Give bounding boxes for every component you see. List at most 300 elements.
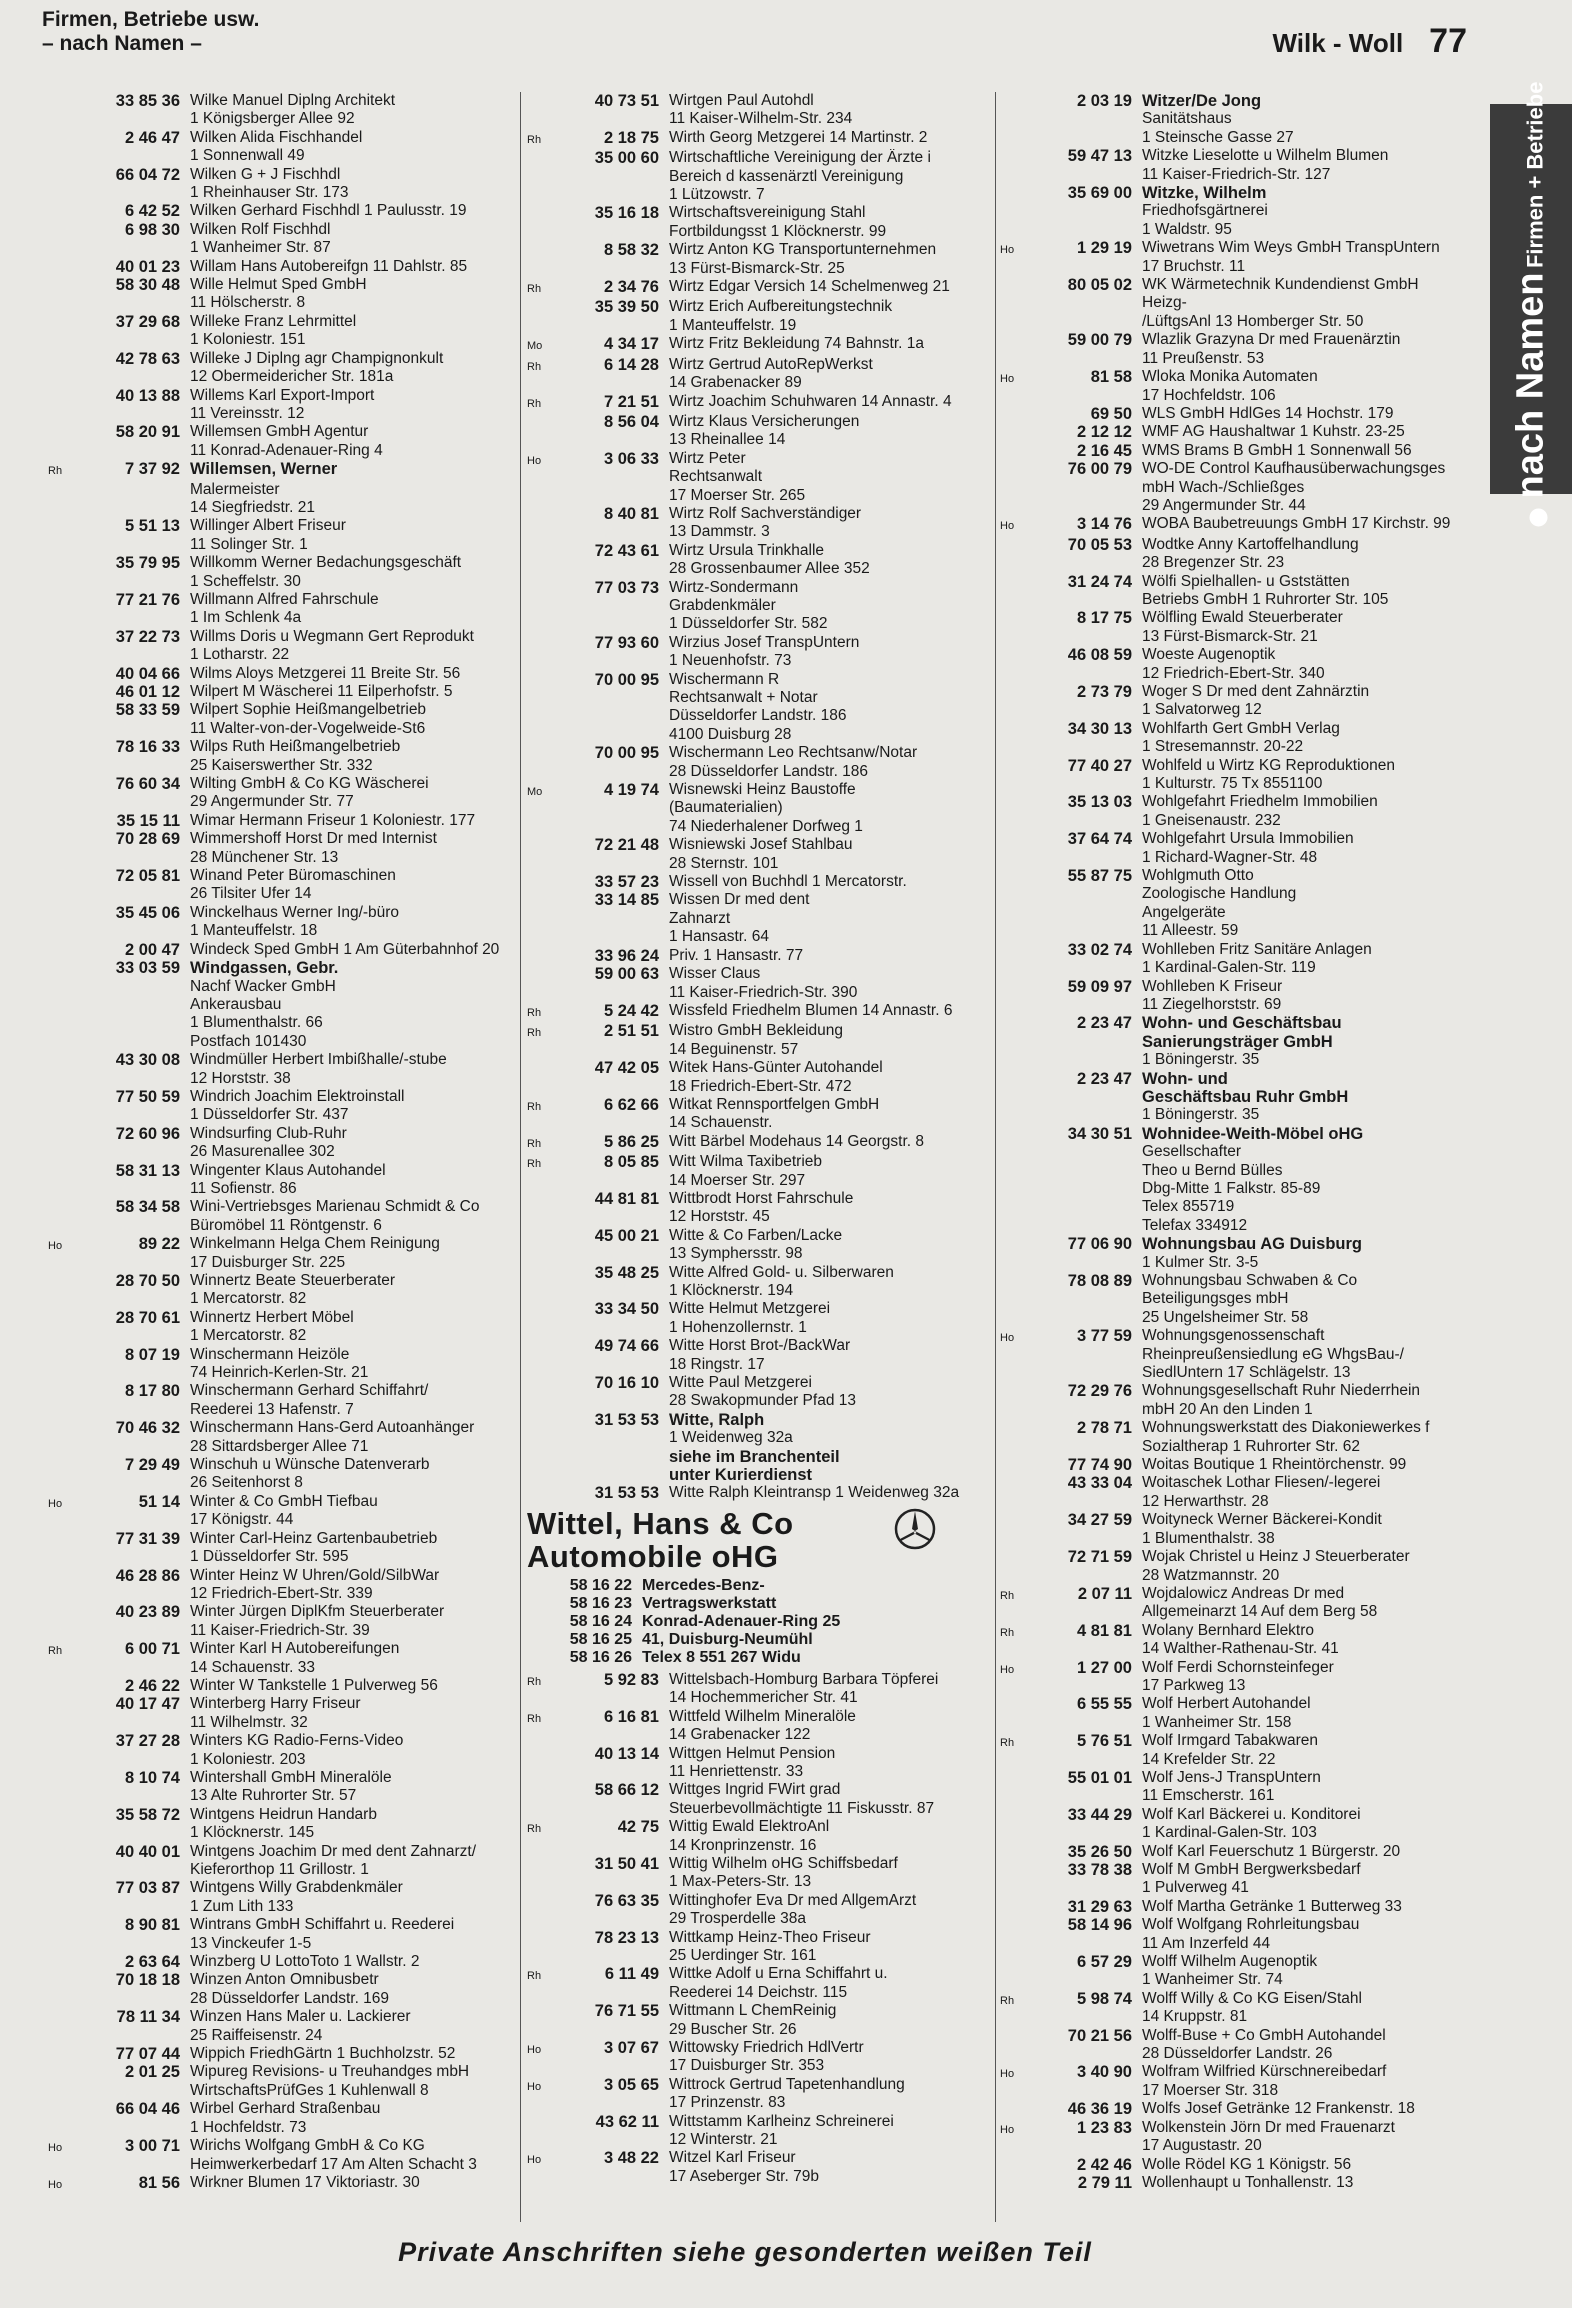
listing-entry xyxy=(48,775,508,812)
listing-text: Sanitätshaus 1 Steinsche Gasse 27 xyxy=(1142,110,1294,146)
district-code xyxy=(1000,1511,1022,1513)
listing-text: Wisser Claus 11 Kaiser-Friedrich-Str. 390 xyxy=(669,965,858,1001)
district-code xyxy=(1000,1051,1022,1053)
district-code xyxy=(48,276,70,278)
listing-entry xyxy=(48,2063,508,2100)
listing-entry xyxy=(1000,1070,1460,1107)
phone-number: 51 14 xyxy=(138,1492,180,1511)
district-code xyxy=(527,1227,549,1229)
listing-entry xyxy=(48,978,508,1052)
listing-text: Wölfling Ewald Steuerberater 13 Fürst-Bismarck-Str. 21 xyxy=(1142,609,1343,645)
district-code xyxy=(527,1190,549,1192)
phone-number: 2 46 22 xyxy=(124,1676,180,1695)
district-code: Ho xyxy=(48,2142,63,2155)
listing-entry xyxy=(1000,1143,1460,1235)
phone-number: 46 01 12 xyxy=(115,683,180,701)
listing-entry xyxy=(48,1162,508,1199)
listing-entry xyxy=(1000,830,1460,867)
phone-number: 72 05 81 xyxy=(115,867,180,886)
listing-text: Winkelmann Helga Chem Reinigung 17 Duisburger Str. 225 xyxy=(190,1235,440,1271)
phone-number: 28 70 61 xyxy=(115,1308,180,1327)
listing-text: Wilpert M Wäscherei 11 Eilperhofstr. 5 xyxy=(190,683,453,700)
listing-entry xyxy=(48,683,508,701)
listing-entry xyxy=(1000,1548,1460,1585)
listing-text: Wolf Wolfgang Rohrleitungsbau 11 Am Inzerfeld 44 xyxy=(1142,1916,1360,1952)
phone-number: 40 40 01 xyxy=(115,1842,180,1861)
phone-number: 37 29 68 xyxy=(115,312,180,331)
district-code xyxy=(527,1448,549,1450)
district-code: Ho xyxy=(1000,520,1015,533)
phone-number: 76 60 34 xyxy=(115,775,180,794)
phone-number: 2 79 11 xyxy=(1077,2173,1132,2192)
listing-text: Wimmershoff Horst Dr med Internist 28 Münchener Str. 13 xyxy=(190,830,437,866)
district-code: Ho xyxy=(1000,2123,1015,2136)
district-code xyxy=(48,350,70,352)
listing-text: Wisniewski Josef Stahlbau 28 Sternstr. 101 xyxy=(669,836,853,872)
listing-entry xyxy=(1000,331,1460,368)
listing-text: Woeste Augenoptik 12 Friedrich-Ebert-Str. 340 xyxy=(1142,646,1325,682)
listing-text: Windeck Sped GmbH 1 Am Güterbahnhof 20 xyxy=(190,940,500,958)
phone-number: 6 42 52 xyxy=(124,202,180,221)
district-code xyxy=(1000,1143,1022,1145)
listing-text: Wiwetrans Wim Weys GmbH TranspUntern 17 Bruchstr. 11 xyxy=(1142,239,1440,275)
listing-text: Willkomm Werner Bedachungsgeschäft 1 Scheffelstr. 30 xyxy=(190,554,462,590)
listing-text: Wipureg Revisions- u Treuhandges mbH WirtschaftsPrüfGes 1 Kuhlenwall 8 xyxy=(190,2063,470,2099)
listing-text: Wirtz Joachim Schuhwaren 14 Annastr. 4 xyxy=(669,392,952,410)
listing-entry xyxy=(1000,92,1460,110)
district-code xyxy=(48,812,70,814)
listing-text: Wistro GmbH Bekleidung 14 Beguinenstr. 57 xyxy=(669,1022,844,1058)
listing-entry xyxy=(1000,202,1460,239)
listing-entry xyxy=(48,1695,508,1732)
phone-number: 5 51 13 xyxy=(124,517,180,536)
listing-text: Wittges Ingrid FWirt grad Steuerbevollmächtigte 11 Fiskusstr. 87 xyxy=(669,1781,935,1817)
phone-number: 35 16 18 xyxy=(594,204,659,223)
district-code: Rh xyxy=(527,1675,542,1688)
phone-number: 40 04 66 xyxy=(115,664,180,683)
district-code xyxy=(527,1411,549,1413)
district-code xyxy=(1000,423,1022,425)
column-divider xyxy=(520,92,521,2222)
phone-number: 49 74 66 xyxy=(594,1337,659,1356)
phone-number: 43 30 08 xyxy=(115,1051,180,1070)
listing-entry xyxy=(1000,368,1460,405)
district-code xyxy=(48,1088,70,1090)
phone-number: 72 71 59 xyxy=(1067,1548,1132,1567)
district-code: Ho xyxy=(1000,2068,1015,2081)
district-code xyxy=(48,1916,70,1918)
phone-number: 8 17 80 xyxy=(124,1382,180,1401)
listing-text: Wintershall GmbH Mineralöle 13 Alte Ruhrorter Str. 57 xyxy=(190,1768,392,1805)
district-code xyxy=(48,867,70,869)
phone-number: 37 64 74 xyxy=(1067,830,1132,849)
listing-entry xyxy=(1000,442,1460,460)
district-code xyxy=(1000,1254,1022,1256)
phone-number: 2 00 47 xyxy=(124,940,180,959)
listing-text: Wlazlik Grazyna Dr med Frauenärztin 11 Preußenstr. 53 xyxy=(1142,331,1401,367)
listing-entry xyxy=(527,965,987,1002)
phone-number: 2 23 47 xyxy=(1076,1014,1132,1033)
listing-text: Woger S Dr med dent Zahnärztin 1 Salvatorweg 12 xyxy=(1142,683,1370,719)
listing-entry xyxy=(1000,1051,1460,1069)
district-code: Rh xyxy=(48,1645,63,1658)
listing-text: Wohnungsbau Schwaben & Co Beteiligungsges mbH 25 Ungelsheimer Str. 58 xyxy=(1142,1272,1358,1326)
district-code xyxy=(48,481,70,483)
phone-number: 69 50 xyxy=(1090,404,1132,423)
listing-entry xyxy=(48,1769,508,1806)
district-code xyxy=(48,92,70,94)
listing-entry xyxy=(527,1133,987,1153)
phone-number: 59 47 13 xyxy=(1067,147,1132,166)
listing-entry xyxy=(48,221,508,258)
listing-text: Wintgens Willy Grabdenkmäler 1 Zum Lith 133 xyxy=(190,1879,403,1915)
phone-number: 78 23 13 xyxy=(594,1928,659,1947)
listing-text: Wohnungsgenossenschaft Rheinpreußensiedlung eG WhgsBau-/ SiedlUntern 17 Schlägelstr. 13 xyxy=(1142,1327,1404,1382)
listing-text: Wirth Georg Metzgerei 14 Martinstr. 2 xyxy=(669,128,928,146)
listing-text: Wittstamm Karlheinz Schreinerei 12 Winterstr. 21 xyxy=(669,2112,894,2149)
listing-entry xyxy=(527,356,987,393)
phone-number: 31 29 63 xyxy=(1067,1897,1132,1916)
listing-text: Wimar Hermann Friseur 1 Koloniestr. 177 xyxy=(190,811,476,829)
listing-entry xyxy=(1000,276,1460,331)
listing-text: Wirtschaftliche Vereinigung der Ärzte i Bereich d kassenärztl Vereinigung 1 Lützowstr. 7 xyxy=(669,149,931,204)
listing-entry xyxy=(48,1677,508,1695)
phone-number: 6 16 81 xyxy=(603,1707,659,1726)
name-range: Wilk - Woll xyxy=(1272,28,1404,58)
listing-entry xyxy=(48,2137,508,2174)
listing-text: WK Wärmetechnik Kundendienst GmbH Heizg- /LüftgsAnl 13 Homberger Str. 50 xyxy=(1142,276,1419,330)
district-code xyxy=(527,1059,549,1061)
listing-entry xyxy=(527,1429,987,1447)
listing-entry xyxy=(1000,1990,1460,2027)
listing-text: Wilting GmbH & Co KG Wäscherei 29 Angermunder Str. 77 xyxy=(190,775,429,811)
phone-number: 5 92 83 xyxy=(603,1670,659,1689)
listing-text: Wolf Irmgard Tabakwaren 14 Krefelder Str. 22 xyxy=(1142,1732,1319,1768)
district-code xyxy=(48,1677,70,1679)
phone-number: 77 07 44 xyxy=(115,2045,180,2064)
district-code: Ho xyxy=(1000,373,1015,386)
listing-text: Wilpert Sophie Heißmangelbetrieb 11 Walter-von-der-Vogelweide-St6 xyxy=(190,701,427,737)
listing-entry xyxy=(527,1745,987,1782)
listing-entry xyxy=(48,1346,508,1383)
district-code: Rh xyxy=(527,1970,542,1983)
district-code xyxy=(48,1603,70,1605)
listing-text: 1 Böningerstr. 35 xyxy=(1142,1106,1260,1124)
listing-entry xyxy=(1000,1732,1460,1769)
listing-entry xyxy=(48,1235,508,1272)
listing-entry xyxy=(48,1493,508,1530)
district-code: Ho xyxy=(48,1240,63,1253)
listing-text: Willam Hans Autobereifgn 11 Dahlstr. 85 xyxy=(190,257,468,275)
district-code xyxy=(48,665,70,667)
phone-number: 33 34 50 xyxy=(594,1300,659,1319)
listing-text: Wirtz Anton KG Transportunternehmen 13 Fürst-Bismarck-Str. 25 xyxy=(669,241,937,277)
listing-entry xyxy=(527,1484,987,1502)
listing-entry xyxy=(48,701,508,738)
district-code xyxy=(48,1843,70,1845)
listing-text: Wittkamp Heinz-Theo Friseur 25 Uerdinger Str. 161 xyxy=(669,1928,871,1964)
listing-text: Wolff Willy & Co KG Eisen/Stahl 14 Kruppstr. 81 xyxy=(1142,1989,1362,2026)
district-code xyxy=(1000,2027,1022,2029)
phone-number: 47 42 05 xyxy=(594,1059,659,1078)
phone-number: 3 40 90 xyxy=(1076,2063,1132,2082)
district-code xyxy=(1000,1474,1022,1476)
district-code xyxy=(48,2008,70,2010)
listing-entry xyxy=(527,1022,987,1059)
district-code xyxy=(1000,573,1022,575)
listing-text: Windmüller Herbert Imbißhalle/-stube 12 Horststr. 38 xyxy=(190,1051,447,1087)
listing-text: Wittgen Helmut Pension 11 Henriettenstr. 33 xyxy=(669,1744,836,1780)
listing-text: Winter Jürgen DiplKfm Steuerberater 11 Kaiser-Friedrich-Str. 39 xyxy=(190,1603,445,1639)
phone-number: 55 87 75 xyxy=(1067,867,1132,886)
listing-text: WMF AG Haushaltwar 1 Kuhstr. 23-25 xyxy=(1142,423,1405,441)
phone-number: 72 43 61 xyxy=(594,541,659,560)
listing-text: Wohlleben K Friseur 11 Ziegelhorststr. 69 xyxy=(1142,977,1283,1013)
district-code xyxy=(48,1695,70,1697)
listing-entry xyxy=(48,1879,508,1916)
phone-number: 7 37 92 xyxy=(124,460,180,479)
listing-entry xyxy=(527,2076,987,2113)
phone-number: 2 73 79 xyxy=(1076,683,1132,701)
phone-number: 8 58 32 xyxy=(603,241,659,260)
listing-text: Woitas Boutique 1 Rheintörchenstr. 99 xyxy=(1142,1456,1407,1474)
district-code xyxy=(48,1125,70,1127)
listing-entry xyxy=(1000,941,1460,978)
listing-entry xyxy=(48,92,508,129)
listing-text: Wolfs Josef Getränke 12 Frankenstr. 18 xyxy=(1142,2100,1415,2118)
listing-entry xyxy=(48,591,508,628)
listing-text: Winterberg Harry Friseur 11 Wilhelmstr. 32 xyxy=(190,1695,361,1731)
phone-number: 8 56 04 xyxy=(603,412,659,431)
phone-number: 72 21 48 xyxy=(594,836,659,855)
district-code: Ho xyxy=(527,2044,542,2056)
listing-entry xyxy=(1000,1585,1460,1622)
listing-text: Wirichs Wolfgang GmbH & Co KG Heimwerkerbedarf 17 Am Alten Schacht 3 xyxy=(190,2137,477,2173)
listing-entry xyxy=(1000,2027,1460,2064)
phone-number: 70 16 10 xyxy=(594,1374,659,1393)
district-code xyxy=(48,2063,70,2065)
district-code xyxy=(48,166,70,168)
district-code xyxy=(1000,1070,1022,1072)
phone-number: 2 23 47 xyxy=(1076,1069,1132,1088)
listing-entry xyxy=(48,350,508,387)
phone-number: 33 57 23 xyxy=(594,873,659,892)
listing-text: Wissfeld Friedhelm Blumen 14 Annastr. 6 xyxy=(669,1001,953,1019)
listing-text: Friedhofsgärtnerei 1 Waldstr. 95 xyxy=(1142,202,1268,238)
phone-number: 55 01 01 xyxy=(1067,1768,1132,1787)
phone-number: 33 02 74 xyxy=(1067,940,1132,959)
listing-text: Wingenter Klaus Autohandel 11 Sofienstr. 86 xyxy=(190,1161,386,1197)
district-code xyxy=(527,873,549,875)
listing-text: Willemsen, Werner xyxy=(190,460,338,479)
listing-text: Witzer/De Jong xyxy=(1142,92,1262,110)
phone-number: 40 13 14 xyxy=(594,1744,659,1763)
listing-entry xyxy=(527,947,987,965)
listing-entry xyxy=(527,413,987,450)
listing-text: Winter W Tankstelle 1 Pulverweg 56 xyxy=(190,1676,438,1694)
listing-entry xyxy=(1000,1916,1460,1953)
listing-entry xyxy=(527,241,987,278)
phone-number: 40 17 47 xyxy=(115,1695,180,1714)
phone-number: 1 29 19 xyxy=(1076,239,1132,258)
listing-text: Wintgens Heidrun Handarb 1 Klöcknerstr. 145 xyxy=(190,1805,377,1842)
phone-number: 35 45 06 xyxy=(115,903,180,922)
listing-text: Wirtz Ursula Trinkhalle 28 Grossenbaumer Allee 352 xyxy=(669,541,870,578)
listing-entry xyxy=(48,738,508,775)
listing-text: Wissen Dr med dent Zahnarzt 1 Hansastr. 64 xyxy=(669,891,810,946)
phone-number: 35 79 95 xyxy=(115,554,180,573)
listing-entry xyxy=(527,891,987,946)
district-code xyxy=(1000,405,1022,407)
district-code xyxy=(48,904,70,906)
listing-entry xyxy=(48,1088,508,1125)
listing-text: Wolf Martha Getränke 1 Butterweg 33 xyxy=(1142,1897,1402,1915)
phone-number: 2 42 46 xyxy=(1076,2155,1132,2174)
listing-text: Winnertz Beate Steuerberater 1 Mercatorstr. 82 xyxy=(190,1272,396,1308)
district-code xyxy=(1000,757,1022,759)
listing-text: Wohlgefahrt Ursula Immobilien 1 Richard-Wagner-Str. 48 xyxy=(1142,830,1354,866)
district-code xyxy=(1000,1272,1022,1274)
phone-number: 77 93 60 xyxy=(594,633,659,652)
listing-text: Wischermann Leo Rechtsanw/Notar 28 Düsseldorfer Landstr. 186 xyxy=(669,744,918,780)
listing-text: Wolany Bernhard Elektro 14 Walther-Rathenau-Str. 41 xyxy=(1142,1621,1339,1658)
listing-text: Wini-Vertriebsges Marienau Schmidt & Co Büromöbel 11 Röntgenstr. 6 xyxy=(190,1198,480,1234)
district-code: Mo xyxy=(527,786,543,799)
phone-number: 70 28 69 xyxy=(115,830,180,849)
listing-entry xyxy=(527,1965,987,2002)
phone-number: 77 74 90 xyxy=(1067,1456,1132,1475)
listing-entry xyxy=(527,1337,987,1374)
district-code xyxy=(48,313,70,315)
district-code xyxy=(48,738,70,740)
phone-number: 31 53 53 xyxy=(594,1410,659,1429)
listing-text: Winckelhaus Werner Ing/-büro 1 Manteuffelstr. 18 xyxy=(190,903,400,940)
listing-text: Witte & Co Farben/Lacke 13 Symphersstr. 98 xyxy=(669,1226,843,1263)
listing-text: Winzberg U LottoToto 1 Wallstr. 2 xyxy=(190,1953,420,1971)
listing-text: Nachf Wacker GmbH Ankerausbau 1 Blumenthalstr. 66 Postfach 101430 xyxy=(190,977,336,1050)
district-code xyxy=(48,1198,70,1200)
phone-number: 4 34 17 xyxy=(603,335,659,354)
phone-number: 72 29 76 xyxy=(1067,1382,1132,1401)
listing-entry xyxy=(48,276,508,313)
ad-title-1: Wittel, Hans & Co xyxy=(527,1505,794,1541)
phone-number: 89 22 xyxy=(138,1235,180,1254)
listing-text: 1 Kulmer Str. 3-5 xyxy=(1142,1253,1259,1271)
listing-text: Wolff Wilhelm Augenoptik 1 Wanheimer Str. 74 xyxy=(1142,1953,1318,1989)
listing-text: Gesellschafter Theo u Bernd Bülles Dbg-Mitte 1 Falkstr. 85-89 Telex 855719 Telefax 334912 xyxy=(1142,1143,1321,1234)
listing-text: Winter Carl-Heinz Gartenbaubetrieb 1 Düsseldorfer Str. 595 xyxy=(190,1529,438,1566)
district-code xyxy=(48,423,70,425)
listing-entry xyxy=(527,634,987,671)
phone-number: 77 40 27 xyxy=(1067,756,1132,775)
district-code xyxy=(1000,1125,1022,1127)
district-code xyxy=(527,1745,549,1747)
listing-text: siehe im Branchenteil unter Kurierdienst xyxy=(669,1447,840,1485)
listing-entry xyxy=(48,387,508,424)
phone-number: 59 09 97 xyxy=(1067,977,1132,996)
phone-number: 2 78 71 xyxy=(1076,1419,1132,1438)
district-code xyxy=(48,628,70,630)
phone-number: 43 62 11 xyxy=(595,2112,659,2131)
listing-text: Wollenhaupt u Tonhallenstr. 13 xyxy=(1142,2173,1354,2191)
phone-number: 44 81 81 xyxy=(594,1189,659,1208)
phone-number: 8 10 74 xyxy=(124,1768,180,1787)
district-code: Ho xyxy=(527,2154,542,2167)
phone-number: 6 11 49 xyxy=(604,1965,659,1984)
listing-text: Windrich Joachim Elektroinstall 1 Düsseldorfer Str. 437 xyxy=(190,1087,405,1124)
district-code xyxy=(48,591,70,593)
district-code xyxy=(48,830,70,832)
listing-text: Wirtz Edgar Versich 14 Schelmenweg 21 xyxy=(669,278,950,296)
district-code xyxy=(48,959,70,961)
listing-text: Wittbrodt Horst Fahrschule 12 Horststr. 45 xyxy=(669,1189,854,1226)
district-code xyxy=(1000,1235,1022,1237)
listing-entry xyxy=(48,1198,508,1235)
listing-text: Wohlleben Fritz Sanitäre Anlagen 1 Kardinal-Galen-Str. 119 xyxy=(1142,940,1372,977)
listing-text: Winschuh u Wünsche Datenverarb 26 Seitenhorst 8 xyxy=(190,1456,430,1492)
side-tab xyxy=(1490,81,1572,499)
district-code: Ho xyxy=(1000,1332,1015,1345)
side-tab-small: Firmen + Betriebe xyxy=(1522,81,1548,269)
phone-number: 45 00 21 xyxy=(594,1226,659,1245)
phone-number: 35 48 25 xyxy=(594,1263,659,1282)
phone-number: 3 48 22 xyxy=(603,2149,659,2168)
listing-entry xyxy=(527,1671,987,1708)
listing-text: Witte, Ralph xyxy=(669,1410,765,1429)
listing-entry xyxy=(48,1843,508,1880)
phone-number: 66 04 72 xyxy=(115,165,180,184)
listing-entry xyxy=(527,579,987,634)
district-code xyxy=(1000,793,1022,795)
listing-text: Wohlfarth Gert GmbH Verlag 1 Stresemannstr. 20-22 xyxy=(1142,719,1340,756)
district-code: Rh xyxy=(527,1137,542,1150)
listing-text: Malermeister 14 Siegfriedstr. 21 xyxy=(190,480,315,516)
listing-text: 1 Böningerstr. 35 xyxy=(1142,1051,1260,1069)
ad-details: Mercedes-Benz- Vertragswerkstatt Konrad-Adenauer-Ring 25 41, Duisburg-Neumühl Telex 8 551 267 Widu xyxy=(642,1576,841,1666)
listing-text: Witek Hans-Günter Autohandel 18 Friedrich-Ebert-Str. 472 xyxy=(669,1059,883,1095)
listing-entry xyxy=(48,1272,508,1309)
district-code: Ho xyxy=(1000,244,1015,257)
district-code xyxy=(1000,1456,1022,1458)
phone-number: 59 00 63 xyxy=(594,965,659,984)
phone-number: 7 21 51 xyxy=(603,392,659,411)
district-code xyxy=(48,1530,70,1532)
listing-entry xyxy=(527,1374,987,1411)
phone-number: 77 03 73 xyxy=(594,578,659,597)
footer-note: Private Anschriften siehe gesonderten weißen Teil xyxy=(398,2237,1092,2267)
listing-entry xyxy=(48,460,508,480)
district-code: Rh xyxy=(527,1100,542,1113)
phone-number: 1 27 00 xyxy=(1076,1658,1132,1677)
phone-number: 70 05 53 xyxy=(1067,535,1132,554)
listing-text: Wittmann L ChemReinig 29 Buscher Str. 26 xyxy=(669,2002,837,2038)
listing-entry xyxy=(48,1456,508,1493)
district-code xyxy=(1000,1806,1022,1808)
listing-text: Wirtz Erich Aufbereitungstechnik 1 Manteuffelstr. 19 xyxy=(669,298,893,334)
listing-entry xyxy=(527,1892,987,1929)
listing-text: Witte Alfred Gold- u. Silberwaren 1 Klöcknerstr. 194 xyxy=(669,1263,894,1299)
district-code xyxy=(1000,1953,1022,1955)
listing-text: Wolff-Buse + Co GmbH Autohandel 28 Düsseldorfer Landstr. 26 xyxy=(1142,2026,1386,2063)
district-code: Rh xyxy=(48,465,63,478)
listing-text: Witkat Rennsportfelgen GmbH 14 Schauenstr. xyxy=(669,1095,880,1132)
listing-entry xyxy=(527,1300,987,1337)
listing-entry xyxy=(48,830,508,867)
listing-text: Winand Peter Büromaschinen 26 Tilsiter Ufer 14 xyxy=(190,867,396,903)
phone-number: 77 03 87 xyxy=(115,1879,180,1898)
listing-entry xyxy=(48,812,508,830)
listing-entry xyxy=(527,1448,987,1485)
